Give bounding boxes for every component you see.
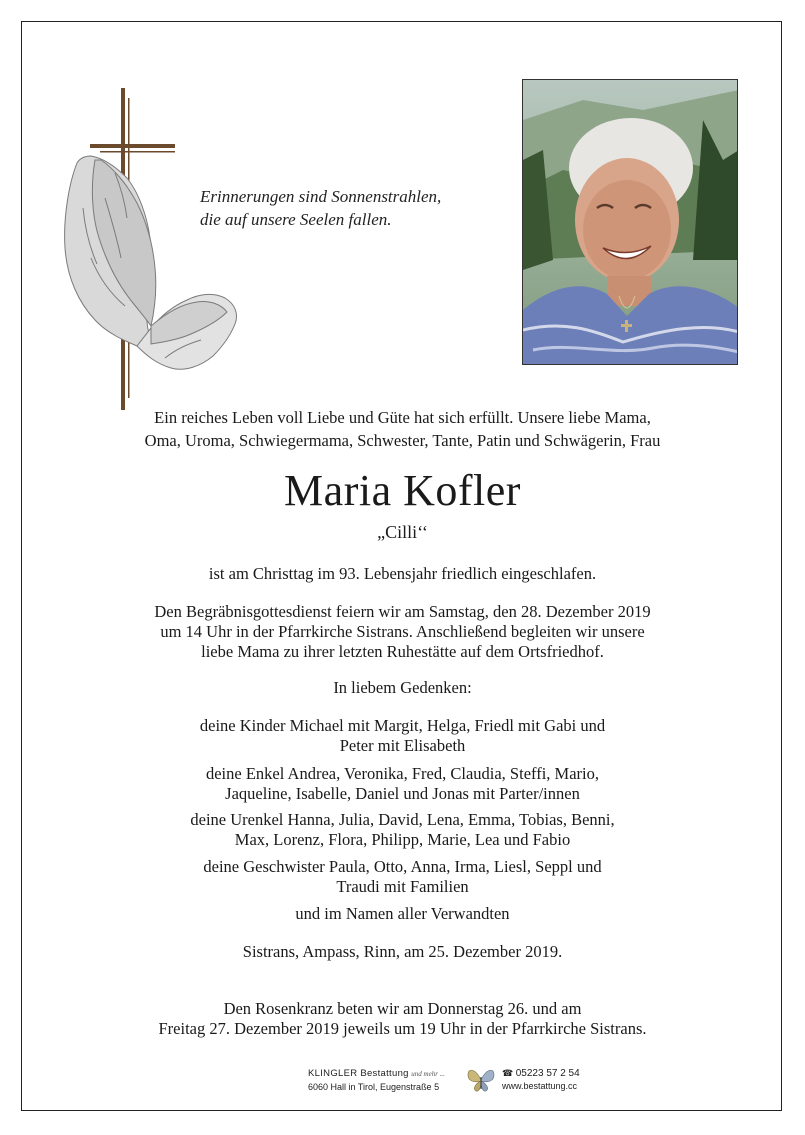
place-date: Sistrans, Ampass, Rinn, am 25. Dezember 2019. — [242, 942, 563, 961]
deceased-nickname: „Cilli‘‘ — [377, 522, 428, 542]
relatives-line: und im Namen aller Verwandten — [295, 904, 510, 923]
funeral-home-address: 6060 Hall in Tirol, Eugenstraße 5 — [308, 1082, 440, 1092]
deceased-name: Maria Kofler — [284, 466, 521, 515]
family-children — [24, 716, 781, 756]
family-line: Max, Lorenz, Flora, Philipp, Marie, Lea und Fabio — [234, 830, 571, 849]
phone-number: 05223 57 2 54 — [515, 1068, 580, 1079]
funeral-home-tagline: und mehr ... — [411, 1070, 445, 1078]
funeral-home-footer — [300, 1065, 600, 1095]
passed-statement: ist am Christtag im 93. Lebensjahr friedlich eingeschlafen. — [208, 564, 597, 583]
family-line: deine Kinder Michael mit Margit, Helga, Friedl mit Gabi und — [199, 716, 606, 735]
website-link[interactable]: www.bestattung.cc — [502, 1081, 578, 1091]
family-line: deine Geschwister Paula, Otto, Anna, Irma, Liesl, Seppl und — [203, 857, 602, 876]
family-siblings — [24, 857, 781, 897]
intro-line-1: Ein reiches Leben voll Liebe und Güte hat sich erfüllt. Unsere liebe Mama, — [154, 408, 651, 427]
funeral-home-contact — [502, 1067, 580, 1093]
funeral-home-name: KLINGLER Bestattung — [308, 1068, 409, 1079]
funeral-line-3: liebe Mama zu ihrer letzten Ruhestätte auf dem Ortsfriedhof. — [201, 642, 604, 661]
rosary-info — [24, 999, 781, 1039]
family-grandchildren — [24, 764, 781, 804]
funeral-home-info — [308, 1067, 445, 1094]
family-line: deine Urenkel Hanna, Julia, David, Lena, Emma, Tobias, Benni, — [190, 810, 615, 829]
memory-heading: In liebem Gedenken: — [333, 678, 472, 697]
rosary-line-1: Den Rosenkranz beten wir am Donnerstag 26. und am — [223, 999, 582, 1018]
family-line: deine Enkel Andrea, Veronika, Fred, Claudia, Steffi, Mario, — [205, 764, 599, 783]
family-line: Jaqueline, Isabelle, Daniel und Jonas mit Parter/innen — [225, 784, 580, 803]
quote-line-2: die auf unsere Seelen fallen. — [200, 210, 392, 229]
family-line: Traudi mit Familien — [336, 877, 469, 896]
praying-hands-cross-icon — [55, 88, 245, 410]
rosary-line-2: Freitag 27. Dezember 2019 jeweils um 19 Uhr in der Pfarrkirche Sistrans. — [158, 1019, 647, 1038]
intro-text — [24, 406, 781, 452]
family-line: Peter mit Elisabeth — [339, 736, 466, 755]
memorial-quote — [200, 185, 500, 231]
funeral-line-2: um 14 Uhr in der Pfarrkirche Sistrans. Anschließend begleiten wir unsere — [160, 622, 645, 641]
funeral-info — [24, 602, 781, 662]
intro-line-2: Oma, Uroma, Schwiegermama, Schwester, Tante, Patin und Schwägerin, Frau — [144, 431, 661, 450]
quote-line-1: Erinnerungen sind Sonnenstrahlen, — [200, 187, 442, 206]
butterfly-icon — [466, 1067, 496, 1093]
phone-icon: ☎ — [502, 1068, 514, 1078]
family-great-grandchildren — [24, 810, 781, 850]
funeral-line-1: Den Begräbnisgottesdienst feiern wir am Samstag, den 28. Dezember 2019 — [154, 602, 651, 621]
portrait-photo — [522, 79, 738, 365]
